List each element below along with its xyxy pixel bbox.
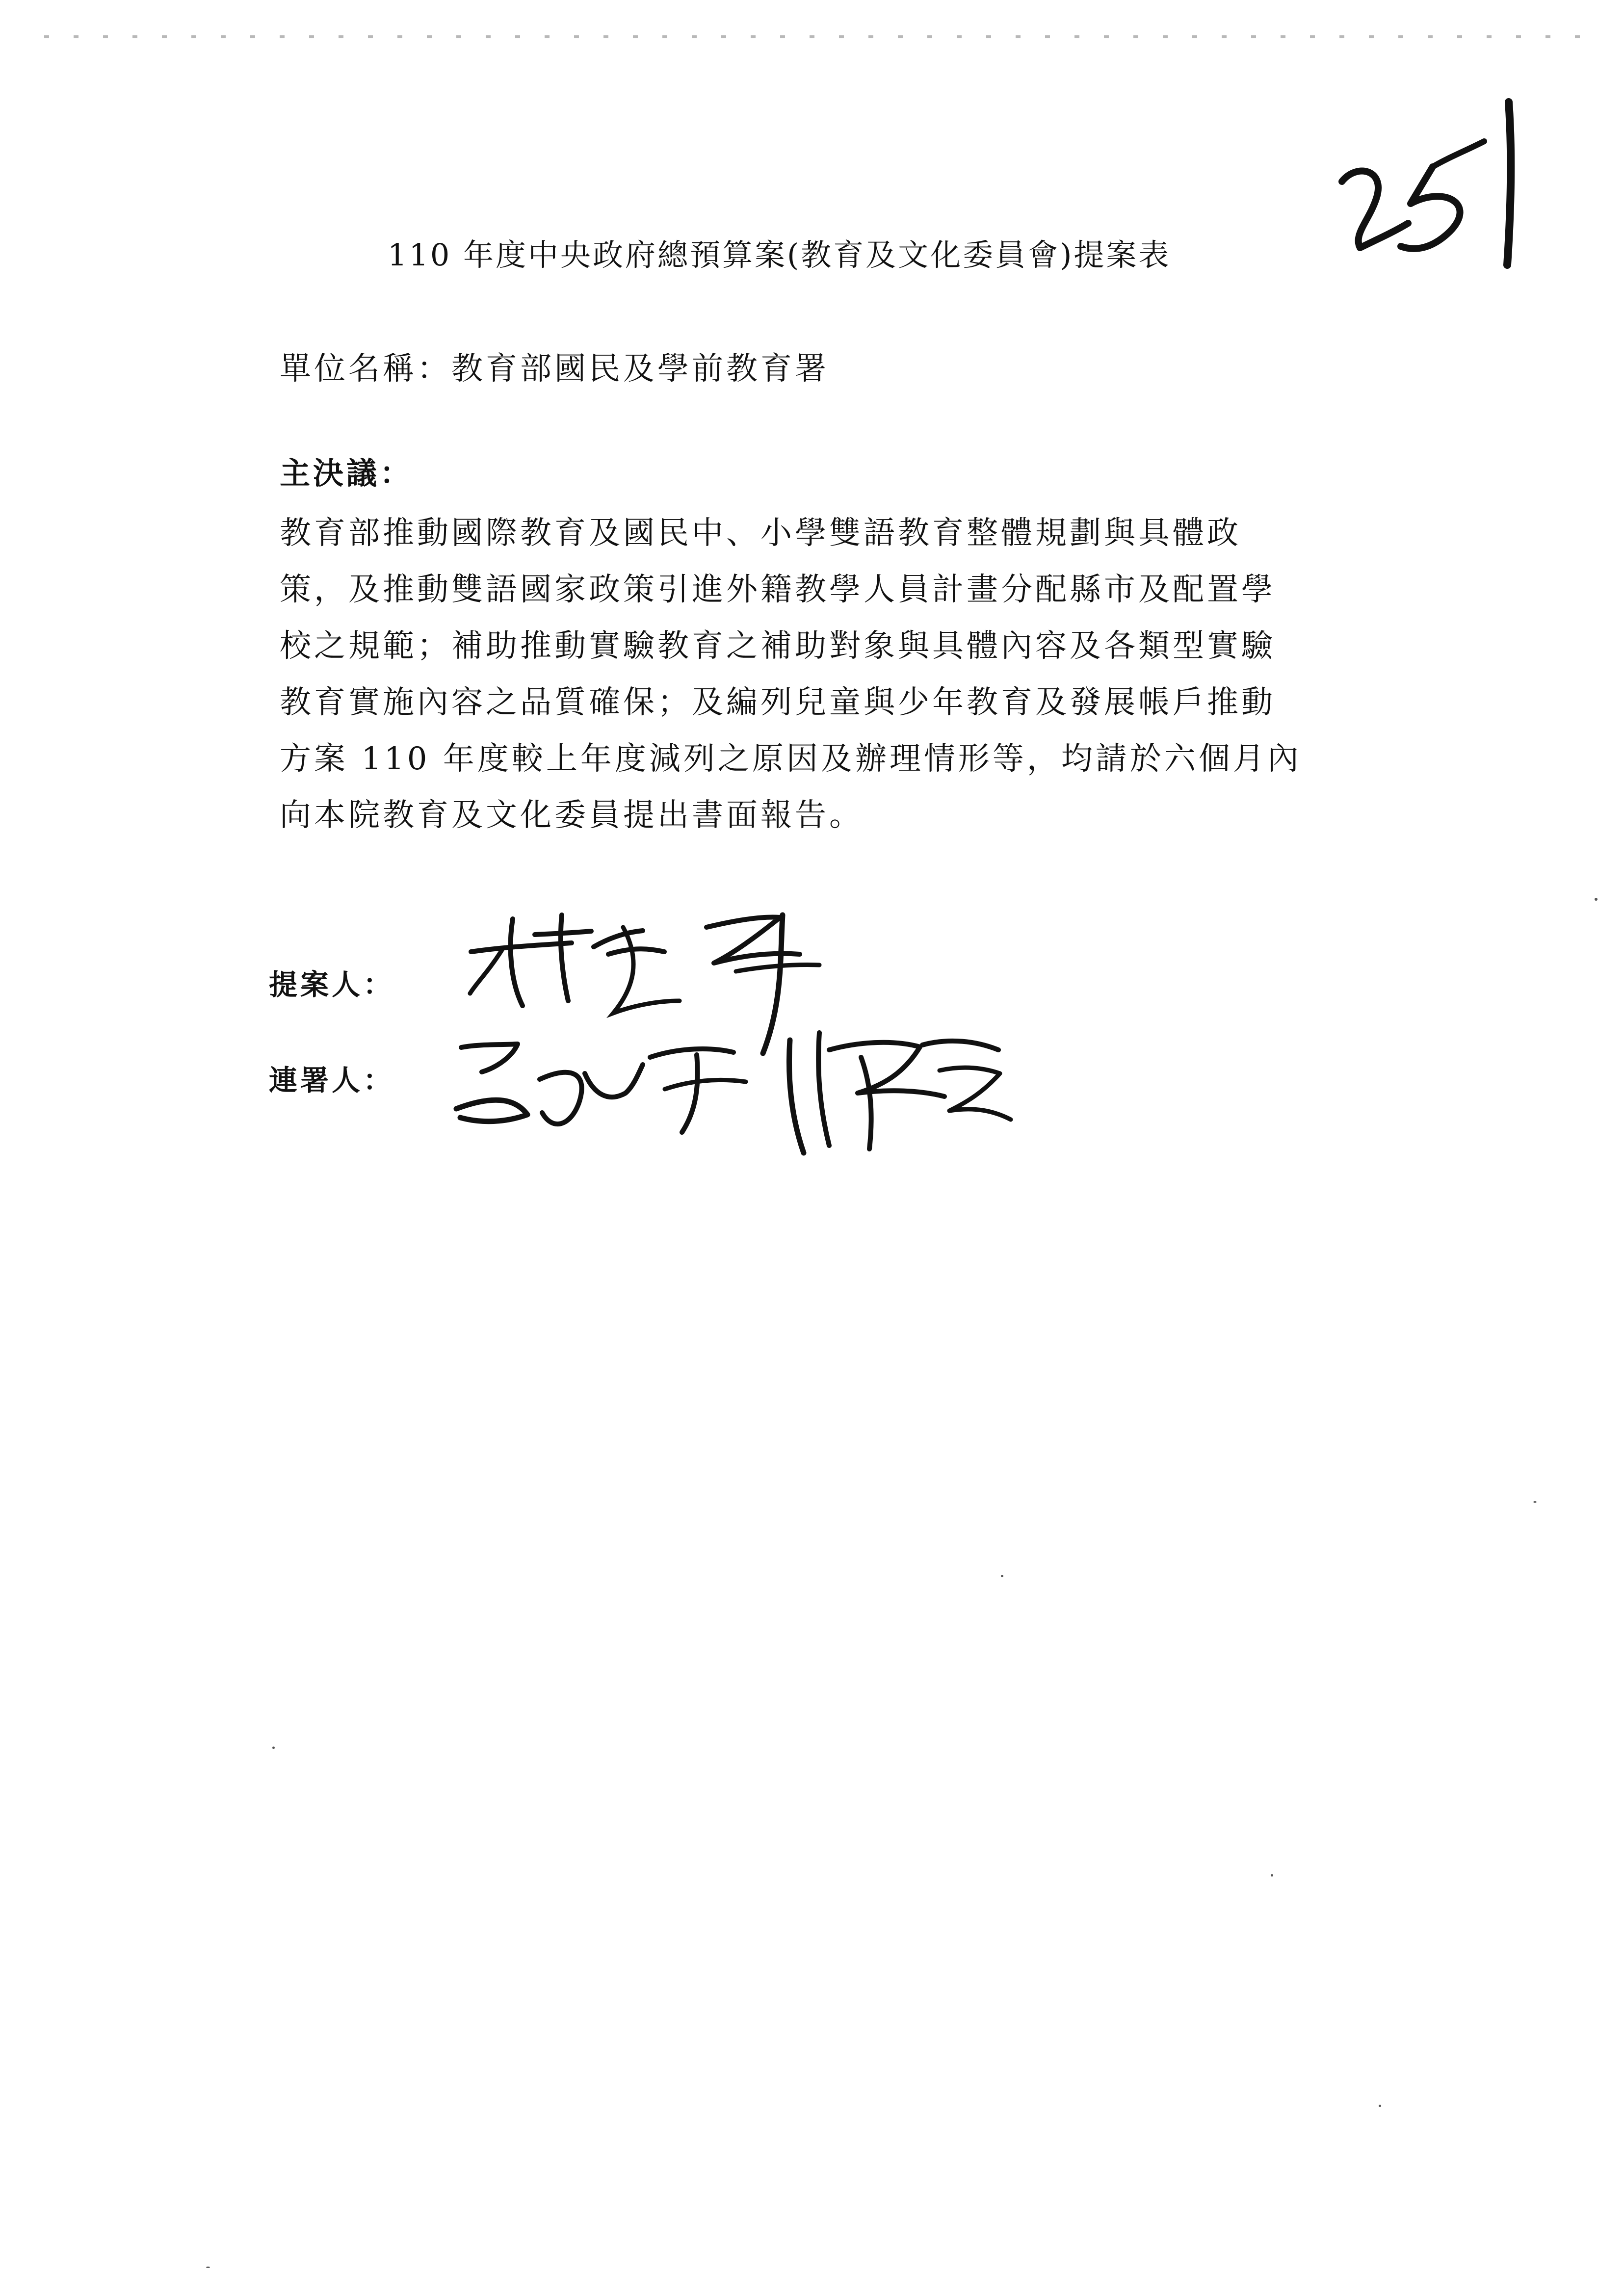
- scan-speck: [1271, 1874, 1273, 1877]
- resolution-line: 校之規範；補助推動實驗教育之補助對象與具體內容及各類型實驗: [280, 628, 1276, 664]
- scan-speck: [1379, 2105, 1381, 2107]
- resolution-line: 教育實施內容之品質確保；及編列兒童與少年教育及發展帳戶推動: [280, 684, 1276, 721]
- resolution-line: 策，及推動雙語國家政策引進外籍教學人員計畫分配縣市及配置學: [280, 572, 1276, 608]
- scan-speck: [1533, 1501, 1537, 1503]
- cosigner-label: 連署人：: [269, 1064, 395, 1097]
- proposer-label: 提案人：: [269, 968, 395, 1001]
- resolution-body: [280, 505, 1369, 844]
- resolution-line: 向本院教育及文化委員提出書面報告。: [280, 797, 864, 834]
- scan-speck: [1595, 898, 1598, 901]
- resolution-line: 方案 110 年度較上年度減列之原因及辦理情形等，均請於六個月內: [280, 741, 1302, 777]
- resolution-line: 教育部推動國際教育及國民中、小學雙語教育整體規劃與具體政: [280, 515, 1241, 551]
- scan-speck: [272, 1747, 275, 1749]
- cosigner-signatures: [442, 1006, 1030, 1177]
- page-title: 110 年度中央政府總預算案(教育及文化委員會)提案表: [388, 237, 1171, 273]
- handwritten-page-number: [1330, 93, 1541, 304]
- resolution-heading: 主決議：: [280, 455, 414, 491]
- scan-top-edge-noise: [44, 35, 1580, 38]
- scan-speck: [1001, 1575, 1003, 1577]
- unit-name: 單位名稱：教育部國民及學前教育署: [280, 351, 829, 387]
- scan-speck: [206, 2267, 210, 2268]
